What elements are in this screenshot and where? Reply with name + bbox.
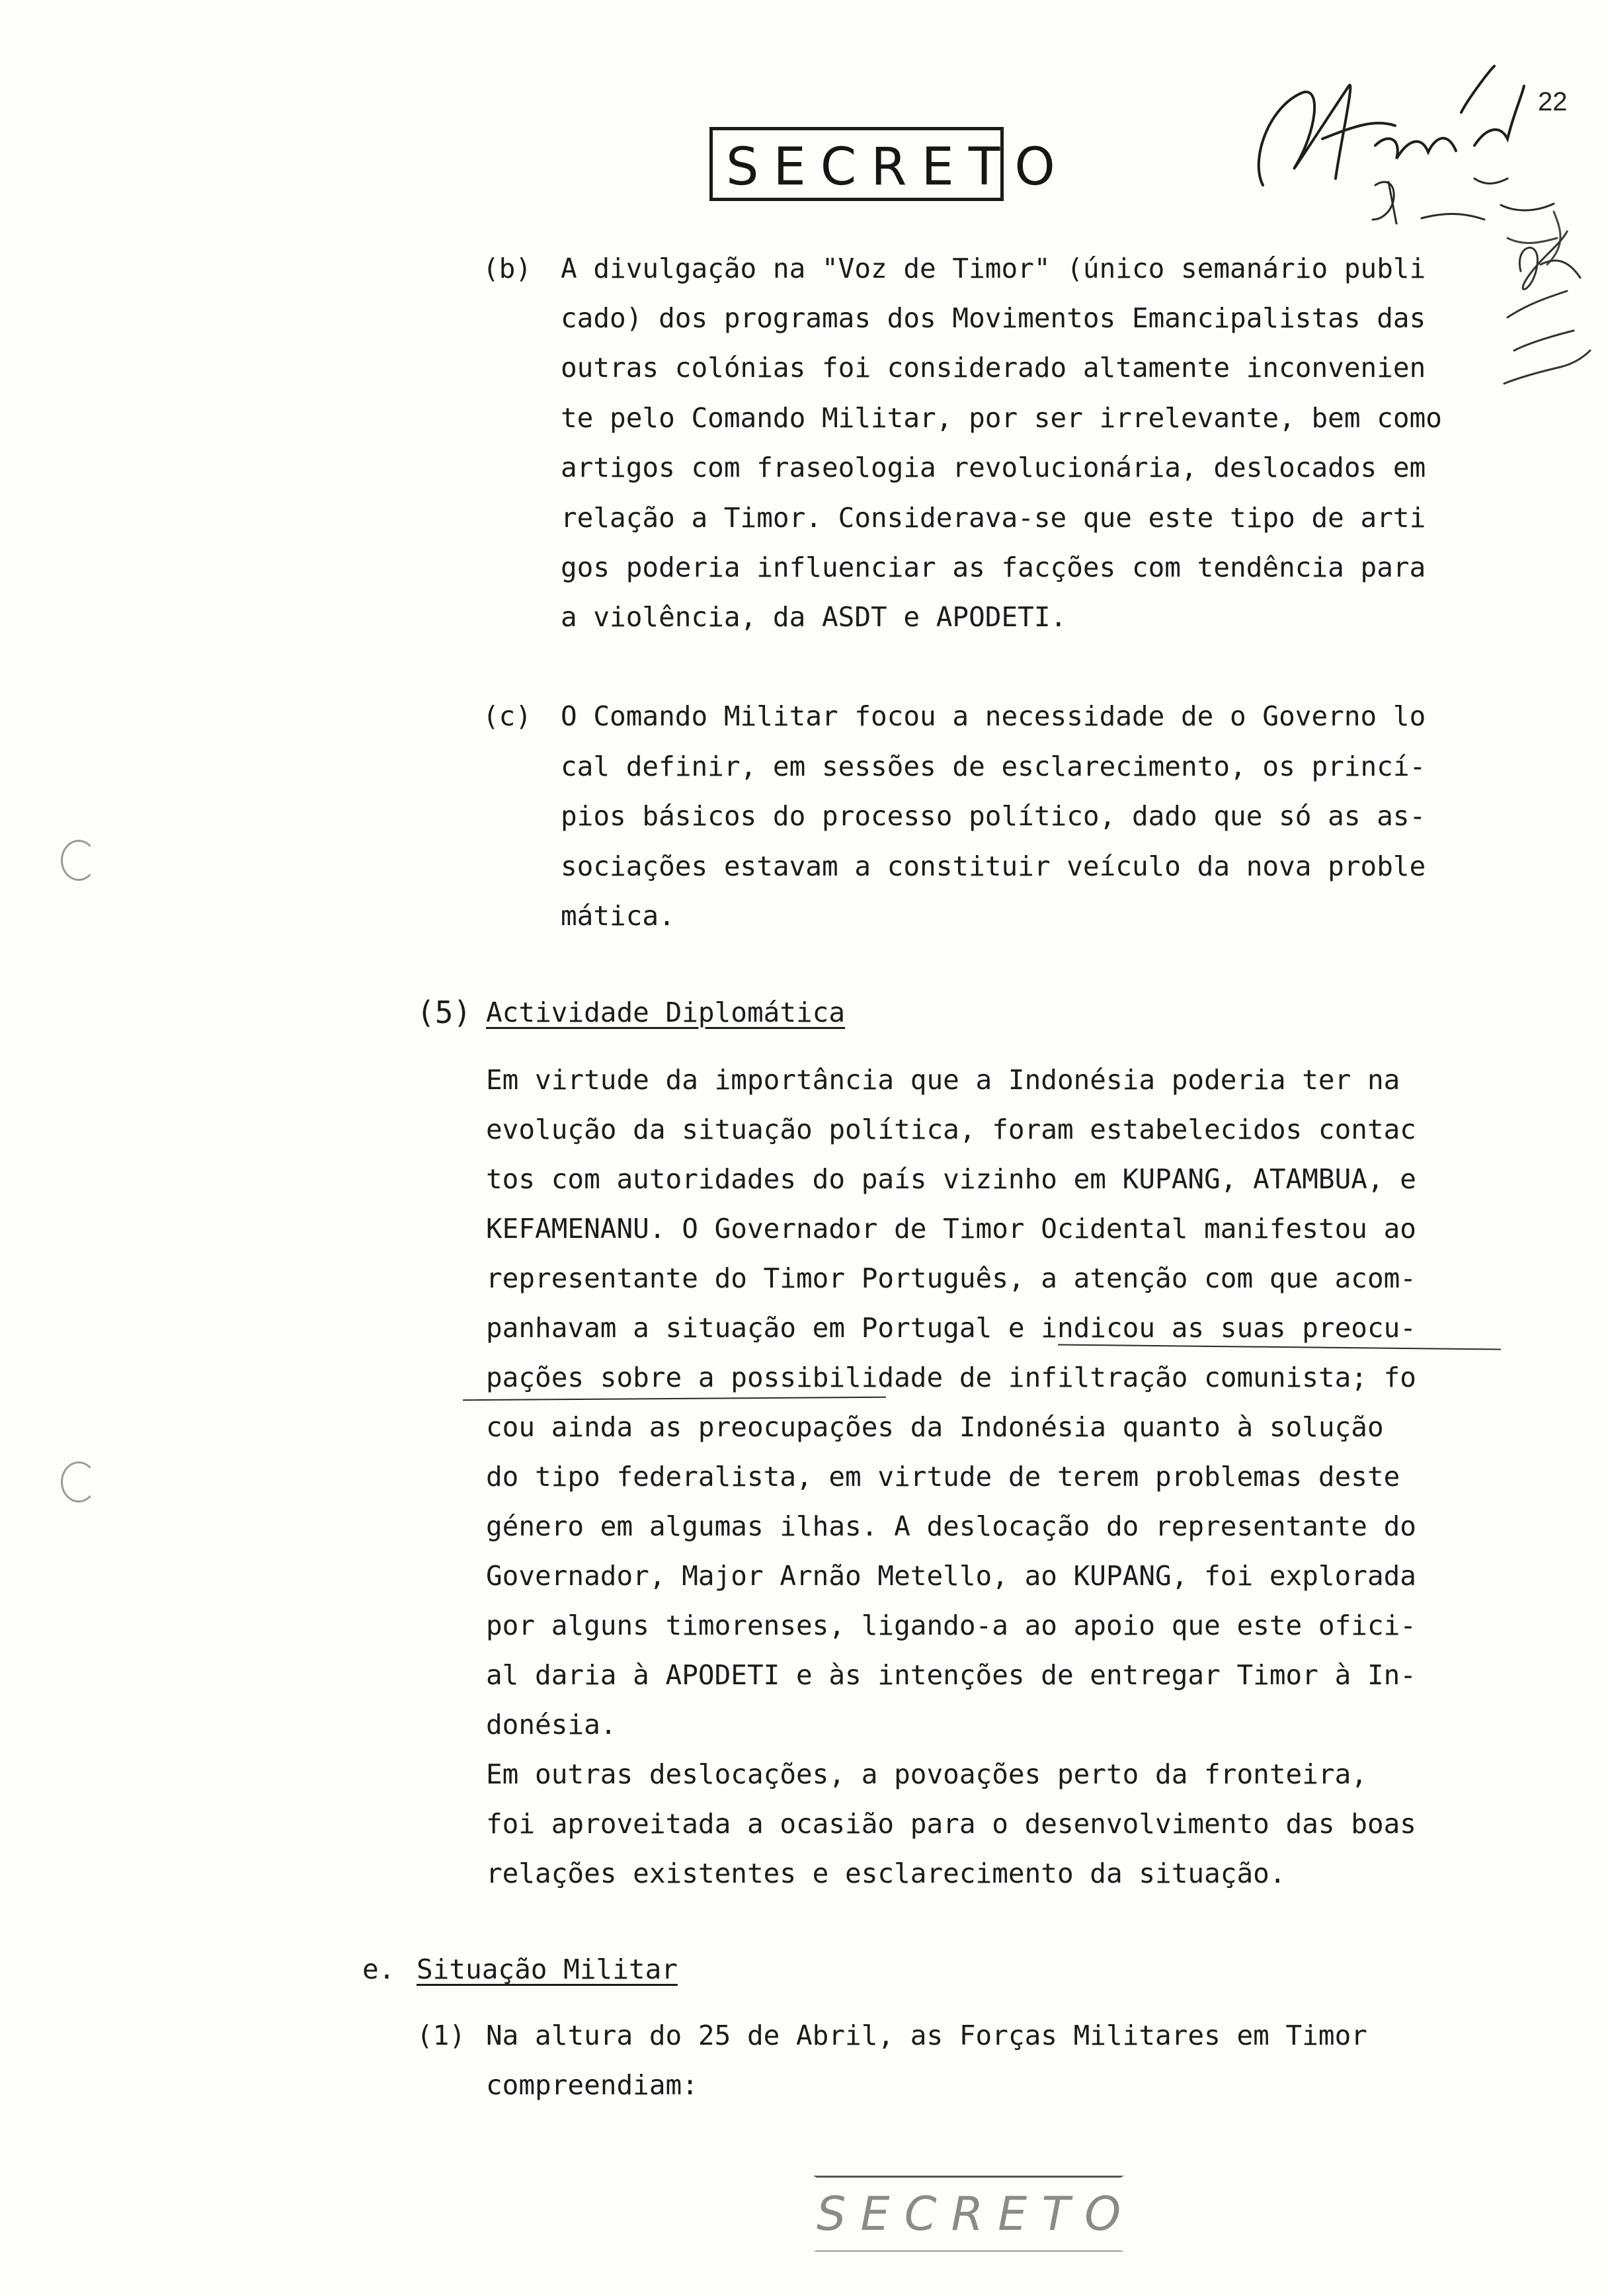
handwritten-underline [463, 1397, 886, 1401]
section-e-sub-label: (1) [417, 2020, 466, 2051]
section-5-line: Governador, Major Arnão Metello, ao KUPANG, foi explorada [486, 1560, 1416, 1592]
section-5-line: donésia. [486, 1709, 617, 1741]
section-5-line: panhavam a situação em Portugal e indicou as suas preocu- [486, 1312, 1416, 1344]
section-5-heading: Actividade Diplomática [486, 997, 846, 1028]
page-number: 22 [1538, 87, 1568, 116]
classification-stamp-bottom: SECRETO [813, 2176, 1124, 2252]
section-5-line: Em outras deslocações, a povoações perto da fronteira, [486, 1758, 1367, 1790]
section-c-line: O Comando Militar focou a necessidade de o Governo lo [561, 700, 1426, 732]
section-b-line: gos poderia influenciar as facções com tendência para [561, 552, 1426, 583]
section-5-line: Em virtude da importância que a Indonésia poderia ter na [486, 1064, 1400, 1096]
section-b-line: A divulgação na "Voz de Timor" (único semanário publi [561, 253, 1426, 284]
section-b-line: a violência, da ASDT e APODETI. [561, 601, 1067, 633]
section-5-line: género em algumas ilhas. A deslocação do representante do [486, 1510, 1416, 1542]
section-5-line: representante do Timor Português, a atenção com que acom- [486, 1262, 1416, 1294]
section-e-heading: Situação Militar [417, 1953, 678, 1985]
section-b-line: artigos com fraseologia revolucionária, deslocados em [561, 452, 1426, 483]
section-e-line: Na altura do 25 de Abril, as Forças Militares em Timor [486, 2020, 1367, 2051]
section-e-label: e. [362, 1953, 395, 1985]
classification-stamp-top: SECRETO [709, 127, 1004, 201]
section-5-line: pações sobre a possibilidade de infiltração comunista; fo [486, 1362, 1416, 1393]
section-5-line: KEFAMENANU. O Governador de Timor Ocidental manifestou ao [486, 1213, 1416, 1245]
section-b-line: cado) dos programas dos Movimentos Emancipalistas das [561, 302, 1426, 334]
margin-annotation [1501, 218, 1593, 403]
section-c-line: cal definir, em sessões de esclarecimento, os princí- [561, 751, 1426, 782]
section-5-label: (5) [417, 995, 472, 1030]
section-5-line: cou ainda as preocupações da Indonésia quanto à solução [486, 1411, 1384, 1443]
section-5-line: relações existentes e esclarecimento da situação. [486, 1858, 1286, 1889]
section-b-line: relação a Timor. Considerava-se que este tipo de arti [561, 502, 1426, 534]
section-5-line: evolução da situação política, foram estabelecidos contac [486, 1114, 1416, 1145]
section-e-line: compreendiam: [486, 2069, 698, 2101]
section-c-line: pios básicos do processo político, dado que só as as- [561, 800, 1426, 832]
binder-hole-lower [61, 1461, 97, 1502]
section-5-line: do tipo federalista, em virtude de terem problemas deste [486, 1461, 1400, 1493]
binder-hole-upper [61, 840, 97, 881]
section-b-line: outras colónias foi considerado altamente inconvenien [561, 352, 1426, 384]
section-c-line: sociações estavam a constituir veículo da nova proble [561, 850, 1426, 882]
section-c-line: mática. [561, 900, 675, 932]
section-c-label: (c) [483, 700, 532, 732]
section-b-label: (b) [483, 253, 532, 284]
section-5-line: foi aproveitada a ocasião para o desenvolvimento das boas [486, 1808, 1416, 1840]
section-b-line: te pelo Comando Militar, por ser irrelevante, bem como [561, 402, 1442, 434]
section-5-line: al daria à APODETI e às intenções de entregar Timor à In- [486, 1659, 1416, 1691]
section-5-line: tos com autoridades do país vizinho em KUPANG, ATAMBUA, e [486, 1163, 1416, 1195]
section-5-line: por alguns timorenses, ligando-a ao apoio que este ofici- [486, 1610, 1416, 1641]
